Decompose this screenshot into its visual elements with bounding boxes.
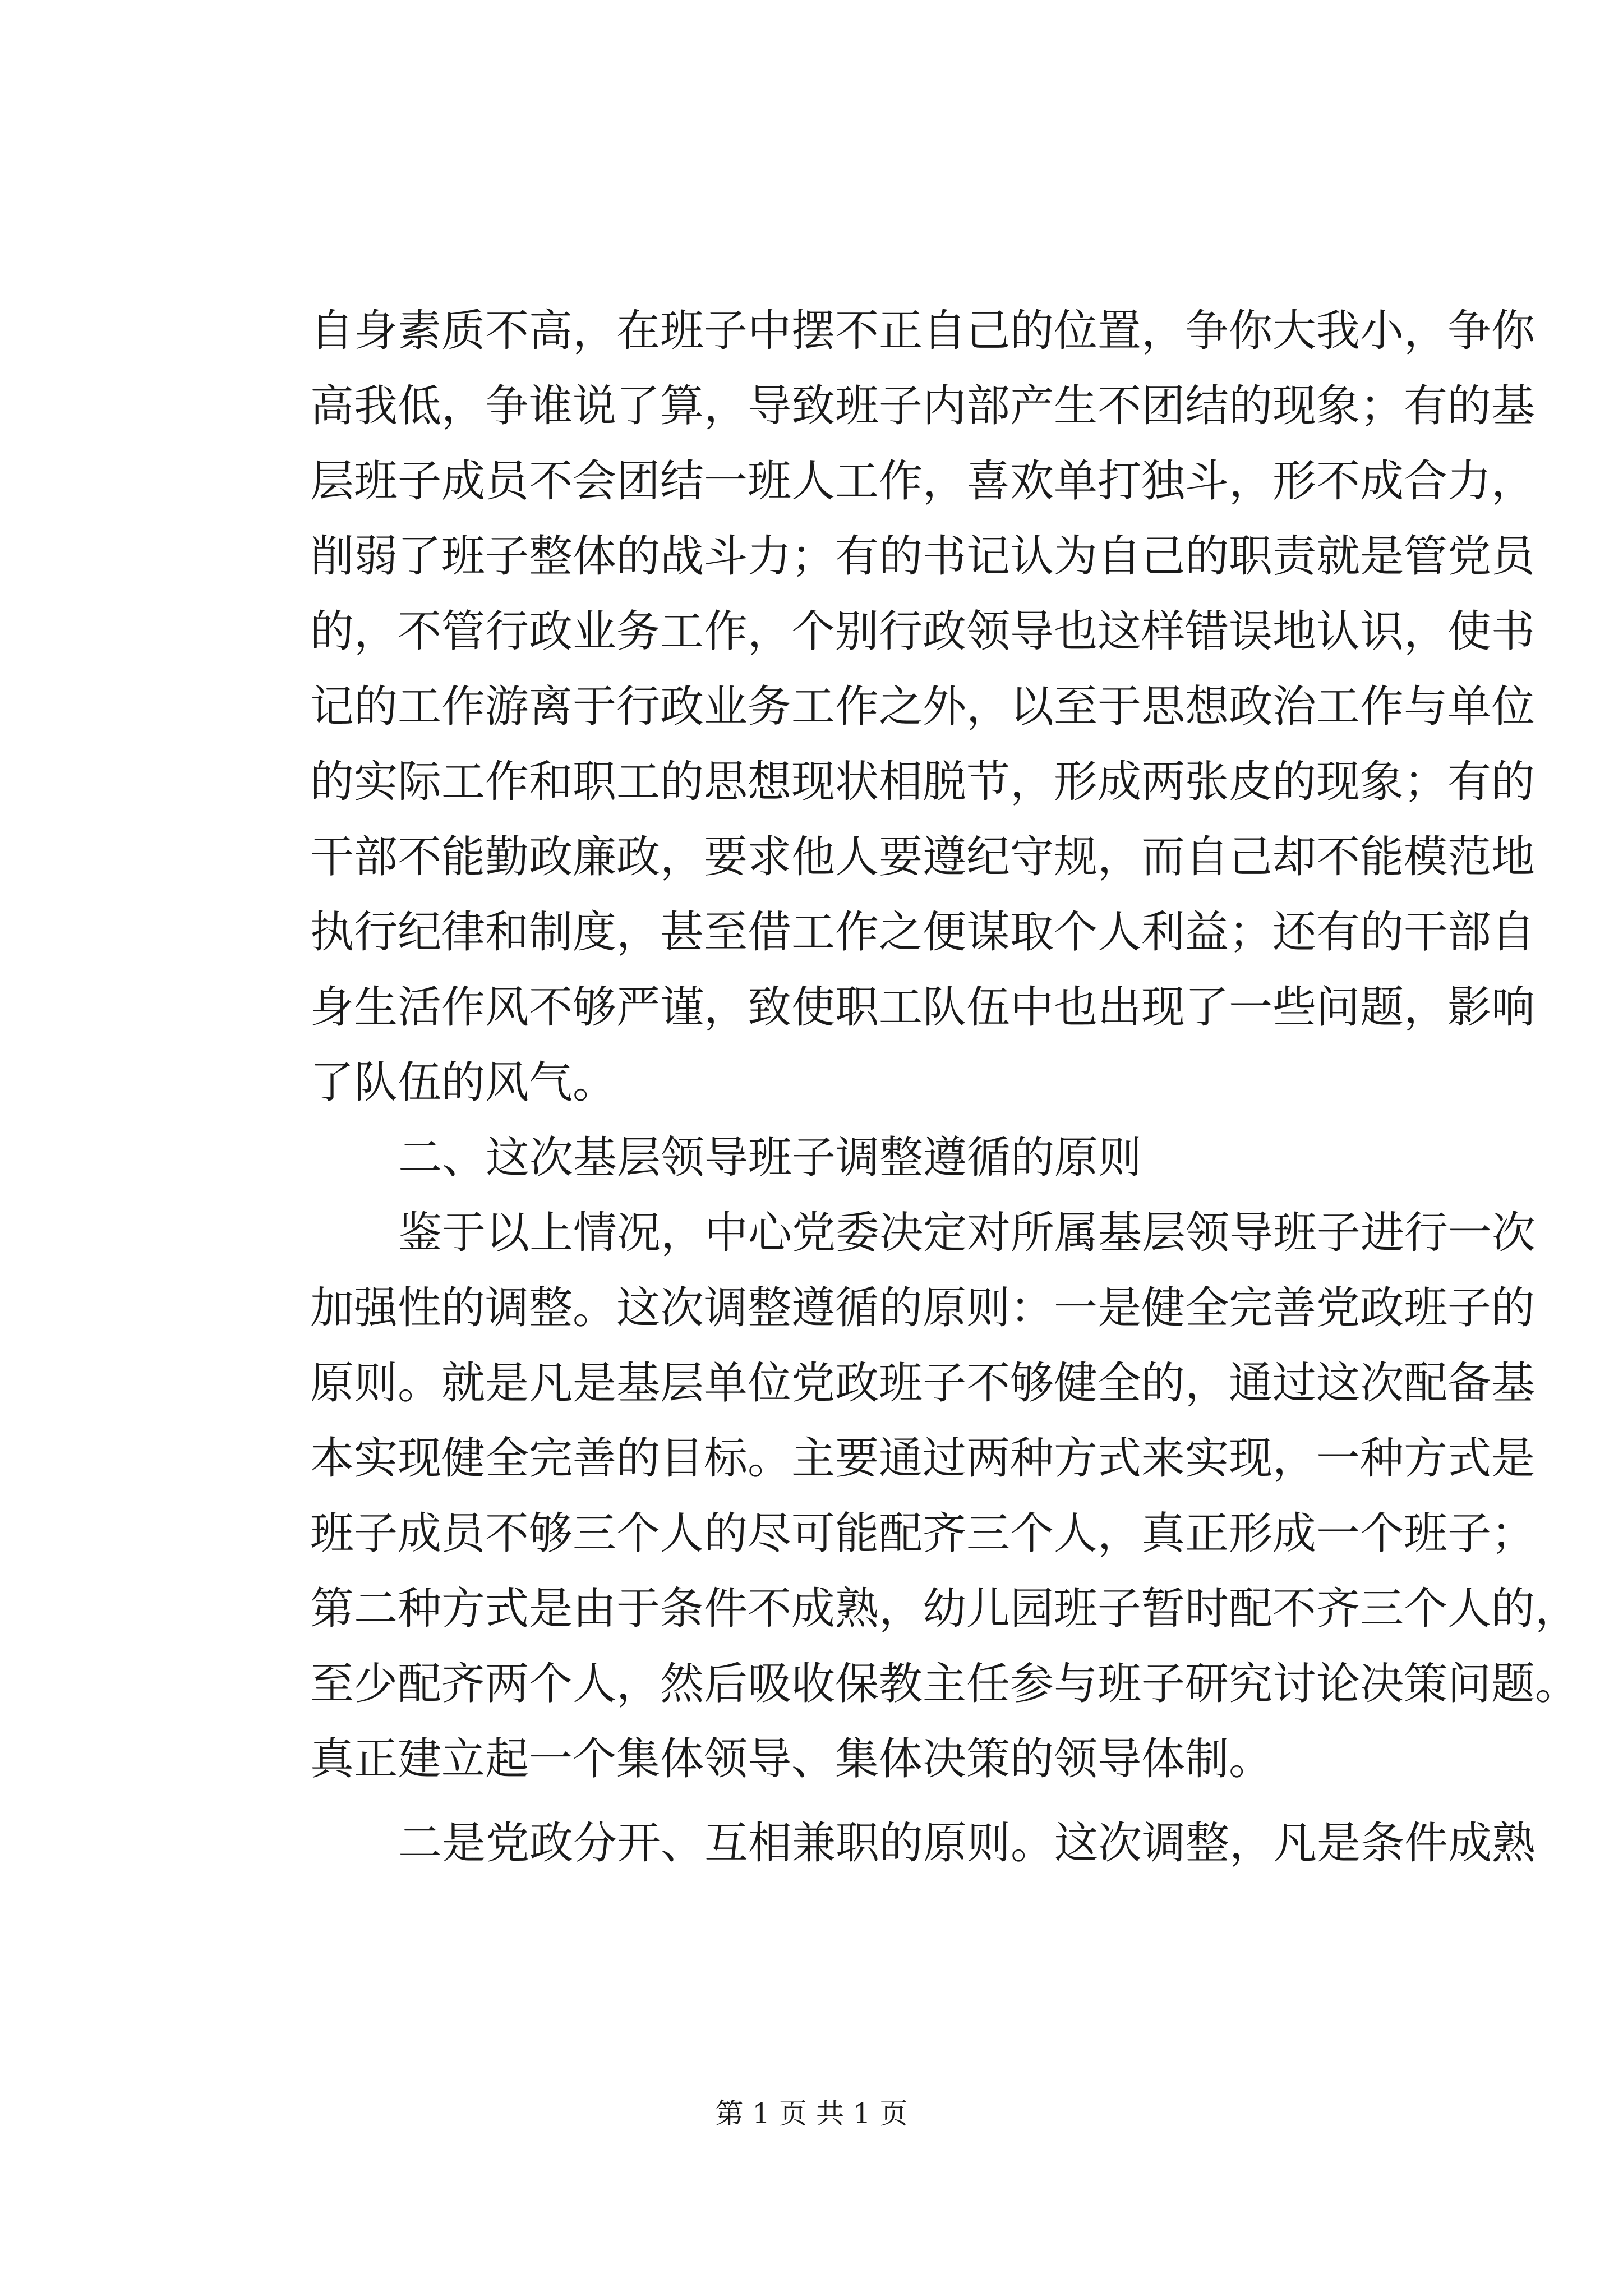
body-line: 高我低，争谁说了算，导致班子内部产生不团结的现象；有的基 (310, 381, 1536, 431)
body-line: 的实际工作和职工的思想现状相脱节，形成两张皮的现象；有的 (310, 757, 1536, 807)
body-line: 本实现健全完善的目标。主要通过两种方式来实现，一种方式是 (310, 1433, 1536, 1484)
paragraph-first-line: 鉴于以上情况，中心党委决定对所属基层领导班子进行一次 (398, 1208, 1536, 1258)
body-line: 身生活作风不够严谨，致使职工队伍中也出现了一些问题，影响 (310, 982, 1536, 1033)
paragraph-first-line: 二是党政分开、互相兼职的原则。这次调整，凡是条件成熟 (398, 1818, 1536, 1869)
body-line: 班子成员不够三个人的尽可能配齐三个人，真正形成一个班子； (310, 1508, 1536, 1559)
body-line: 的，不管行政业务工作，个别行政领导也这样错误地认识，使书 (310, 606, 1536, 657)
section-heading: 二、这次基层领导班子调整遵循的原则 (398, 1133, 1142, 1183)
body-line: 执行纪律和制度，甚至借工作之便谋取个人利益；还有的干部自 (310, 907, 1536, 958)
body-line: 削弱了班子整体的战斗力；有的书记认为自己的职责就是管党员 (310, 531, 1536, 582)
body-line: 原则。就是凡是基层单位党政班子不够健全的，通过这次配备基 (310, 1358, 1536, 1409)
body-line: 了队伍的风气。 (310, 1057, 617, 1108)
body-line: 至少配齐两个人，然后吸收保教主任参与班子研究讨论决策问题。 (310, 1659, 1579, 1709)
body-line: 干部不能勤政廉政，要求他人要遵纪守规，而自己却不能模范地 (310, 832, 1536, 882)
body-line: 记的工作游离于行政业务工作之外，以至于思想政治工作与单位 (310, 682, 1536, 732)
body-line: 自身素质不高，在班子中摆不正自己的位置，争你大我小，争你 (310, 306, 1536, 356)
body-line: 第二种方式是由于条件不成熟，幼儿园班子暂时配不齐三个人的， (310, 1584, 1579, 1634)
body-line: 层班子成员不会团结一班人工作，喜欢单打独斗，形不成合力， (310, 456, 1536, 507)
page-number-footer: 第 1 页 共 1 页 (715, 2097, 908, 2130)
body-line: 真正建立起一个集体领导、集体决策的领导体制。 (310, 1734, 1273, 1784)
body-line: 加强性的调整。这次调整遵循的原则：一是健全完善党政班子的 (310, 1283, 1536, 1333)
